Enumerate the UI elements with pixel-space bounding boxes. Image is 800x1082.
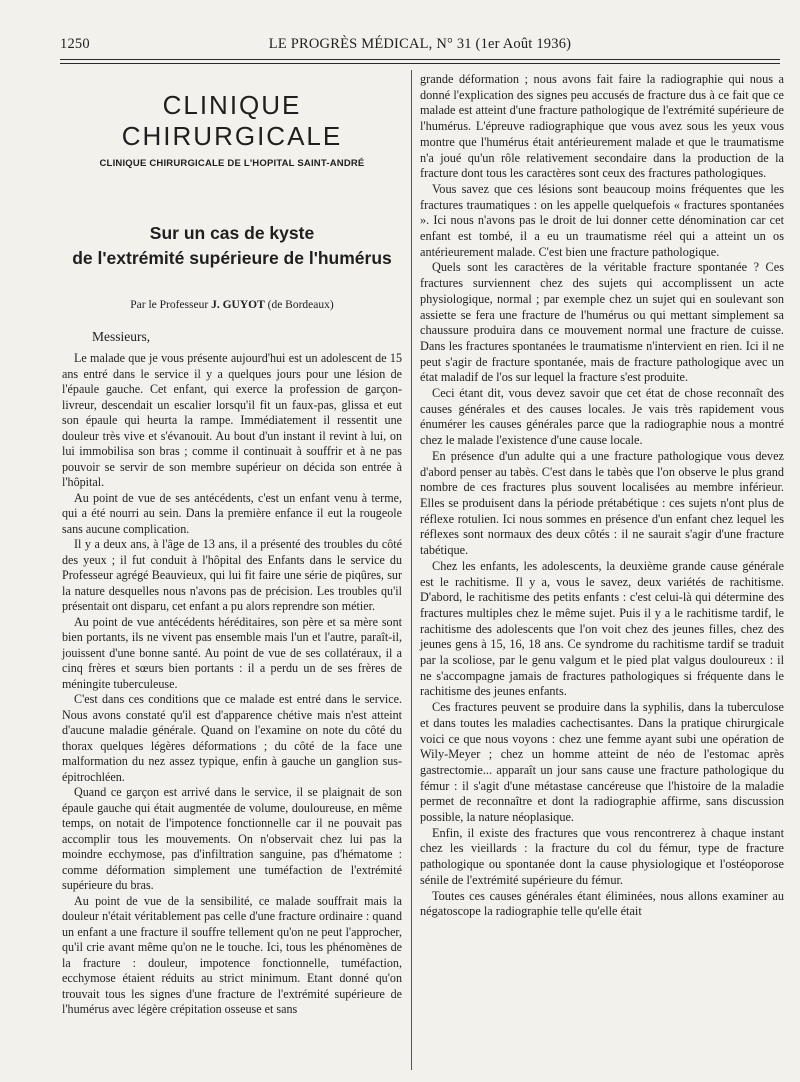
header-rule — [60, 59, 780, 60]
running-header — [60, 36, 780, 58]
article-title-line-2: de l'extrémité supérieure de l'humérus — [72, 248, 392, 268]
body-paragraph: Quand ce garçon est arrivé dans le service, il se plaignait de son épaule gauche qui était augmentée de volume, douloureuse, en même temps, on notait de l'impotence fonctionnelle car il ne pouvait pas accomplir tous les mouvements. On n'observait chez lui pas la moindre ecchymose, pas d'infiltration sanguine, pas d'hématome : comme déformation simplement une tuméfaction de l'extrémité supérieure du bras. — [62, 785, 402, 892]
journal-title: LE PROGRÈS MÉDICAL, N° 31 (1er Août 1936) — [268, 36, 572, 52]
section-subtitle: CLINIQUE CHIRURGICALE DE L'HOPITAL SAINT-ANDRÉ — [99, 158, 365, 169]
author-prefix: Par le Professeur — [130, 299, 209, 311]
body-paragraph: Enfin, il existe des fractures que vous rencontrerez à chaque instant chez les vieillards : la fracture du col du fémur, type de fracture pathologique ou spontanée dont la cause physiologique et l'ostéoporose sénile de l'extrémité supérieure du fémur. — [420, 825, 784, 887]
body-paragraph: C'est dans ces conditions que ce malade est entré dans le service. Nous avons constaté qu'il est d'apparence chétive mais n'est atteint d'aucune maladie générale. Quand on l'examine on note du côté du thorax quelques légères déformations ; du côté de la face une malformation du nez assez typique, enfin à gauche un ganglion sus-épitrochléen. — [62, 692, 402, 784]
column-separator — [411, 70, 412, 1070]
left-column — [62, 88, 402, 1018]
body-paragraph: Vous savez que ces lésions sont beaucoup moins fréquentes que les fractures traumatiques : on les appelle quelquefois « fractures spontanées ». Ici nous n'avons pas le droit de lui donner cette dénomination car cet enfant est tombé, il a eu un traumatisme réel qui a atteint un os antérieurement malade. C'est bien une fracture pathologique. — [420, 181, 784, 259]
article-title — [62, 221, 402, 271]
body-paragraph: Chez les enfants, les adolescents, la deuxième grande cause générale est le rachitisme. Il y a, vous le savez, deux variétés de rachitisme. D'abord, le rachitisme des petits enfants : c'est celui-là qui détermine des fractures multiples chez le même sujet. Puis il y a le rachitisme tardif, le rachitisme des adolescents que l'on voit chez des jeunes filles, chez des jeunes gens à 15, 16, 18 ans. Ce syndrome du rachitisme tardif se traduit par la scoliose, par le genu valgum et le pied plat valgus douloureux : il ne s'accompagne jamais de fractures pathologiques si fréquente dans le rachitisme des jeunes enfants. — [420, 558, 784, 699]
body-paragraph: Au point de vue de la sensibilité, ce malade souffrait mais la douleur n'était véritablement pas celle d'une fracture ordinaire : quand un enfant a une fracture il souffre tellement qu'on ne peut l'approcher, qu'il crie avant même qu'on ne le touche. Ici, tous les phénomènes de la fracture : douleur, impotence fonctionnelle, tuméfaction, ecchymose étaient réduits au strict minimum. Etant donné qu'on trouvait tous les signes d'une fracture de l'extrémité supérieure de l'humérus avec légère crépitation osseuse et sans — [62, 893, 402, 1016]
body-paragraph: Ces fractures peuvent se produire dans la syphilis, dans la tuberculose et dans toutes les maladies cachectisantes. Dans la pratique chirurgicale voici ce que nous voyons : chez une femme ayant subi une opération de Wily-Meyer ; chez un homme atteint de néo de l'estomac après gastrectomie... apparaît un jour sans cause une fracture pathologique du fémur : il s'agit d'une métastase cancéreuse que l'histoire de la maladie permet de reconnaître et dont la radiographie affirme, sans discussion possible, la nature néoplasique. — [420, 700, 784, 825]
page-number: 1250 — [60, 36, 90, 52]
body-paragraph: Il y a deux ans, à l'âge de 13 ans, il a présenté des troubles du côté des yeux ; il fut conduit à l'hôpital des Enfants dans le service du Professeur agrégé Beauvieux, qui lui fit faire une série de piqûres, sur la nature desquelles nous n'avons pas de précision. Les troubles qu'il présentait ont disparu, cet enfant a pu alors reprendre son métier. — [62, 537, 402, 613]
body-paragraph: En présence d'un adulte qui a une fracture pathologique vous devez d'abord penser au tabès. C'est dans le tabès que l'on observe le plus grand nombre de ces fractures plus souvent localisées au membre inférieur. Elles se produisent dans la période prétabétique : ces sujets n'ont plus de réflexe rotulien. Ici nous sommes en présence d'un enfant chez lequel les réflexes sont normaux des deux côtés : il ne saurait s'agir d'une fracture tabétique. — [420, 448, 784, 558]
author-affiliation: (de Bordeaux) — [267, 299, 334, 311]
body-paragraph: Toutes ces causes générales étant éliminées, nous allons examiner au négatoscope la radiographie telle qu'elle était — [420, 888, 784, 919]
article-title-line-1: Sur un cas de kyste — [149, 223, 315, 243]
body-paragraph: Le malade que je vous présente aujourd'hui est un adolescent de 15 ans entré dans le service il y a quelques jours pour une lésion de l'épaule gauche. Cet enfant, qui exerce la profession de garçon-livreur, descendait un escalier lorsqu'il fit un faux-pas, glissa et eut son épaule qui heurta la rampe. Immédiatement il ressentit une douleur très vive et s'évanouit. Au bout d'un instant il revint à lui, on lui immobilisa son bras ; comme il continuait à souffrir et à ne pas pouvoir se servir de son membre supérieur on décida son entrée à l'hôpital. — [62, 351, 402, 489]
body-paragraph: Ceci étant dit, vous devez savoir que cet état de chose reconnaît des causes générales et des causes locales. Je vais très rapidement vous énumérer les causes générales parce que la radiographie nous a montré chez le malade l'existence d'une cause locale. — [420, 386, 784, 448]
body-paragraph: Quels sont les caractères de la véritable fracture spontanée ? Ces fractures surviennent chez des sujets qui accomplissent un acte physiologique, normal ; par exemple chez un sujet qui en soulevant son assiette se fera une fracture de l'humérus ou qui mettant simplement sa chaussure produira dans ce mouvement normal une fracture de cuisse. Dans les fractures spontanées le traumatisme n'intervient en rien. Ici il ne peut s'agir de fracture spontanée, mais de fracture pathologique avec un état maladif de l'os sur lequel la fracture s'est produite. — [420, 260, 784, 385]
section-title: CLINIQUE CHIRURGICALE — [121, 90, 343, 151]
body-paragraph: grande déformation ; nous avons fait faire la radiographie qui nous a donné l'explication des signes peu accusés de fracture dus à ce fait que ce malade est atteint d'une fracture pathologique de l'extrémité supérieure de l'humérus. L'épreuve radiographique que vous avez sous les yeux vous montre que l'humérus était antérieurement malade et que le traumatisme n'a joué qu'un rôle relativement secondaire dans la production de la fracture dont tous les caractères sont ceux des fractures pathologiques. — [420, 72, 784, 181]
byline — [62, 299, 402, 311]
header-rule-thin — [60, 63, 780, 64]
author-name: J. GUYOT — [211, 299, 265, 311]
salutation: Messieurs, — [92, 329, 151, 344]
right-column — [420, 72, 784, 920]
body-paragraph: Au point de vue de ses antécédents, c'est un enfant venu à terme, qui a été nourri au sein. Dans la première enfance il eut la rougeole sans aucune complication. — [62, 490, 402, 536]
body-paragraph: Au point de vue antécédents héréditaires, son père et sa mère sont bien portants, ils ne vivent pas ensemble mais l'un et l'autre, paraît-il, jouissent d'une bonne santé. Au point de vue de ses collatéraux, il a cinq frères et sœurs bien portants : il a perdu un de ses frères de méningite tuberculeuse. — [62, 614, 402, 691]
